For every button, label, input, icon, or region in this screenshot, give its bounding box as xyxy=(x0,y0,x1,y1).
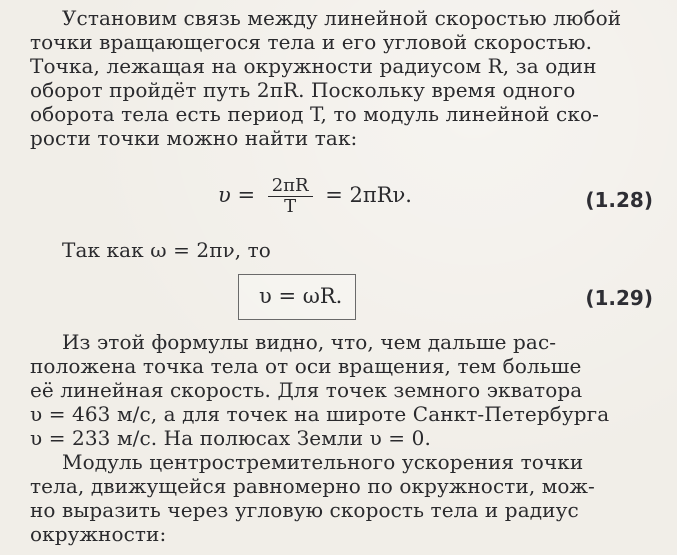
paragraph-line: оборота тела есть период T, то модуль линейной ско- xyxy=(30,102,599,126)
boxed-equation-1-29 xyxy=(238,274,356,320)
paragraph-line: окружности: xyxy=(30,522,167,546)
paragraph-line: точки вращающегося тела и его угловой скоростью. xyxy=(30,30,593,54)
paragraph-line: оборот пройдёт путь 2πR. Поскольку время одного xyxy=(30,78,576,102)
paragraph-line: Установим связь между линейной скоростью любой xyxy=(62,6,622,30)
fraction-denominator: T xyxy=(284,196,297,217)
paragraph-line: положена точка тела от оси вращения, тем больше xyxy=(30,354,582,378)
paragraph-omega-relation xyxy=(30,238,658,262)
equation-left-side: υ = xyxy=(218,183,256,207)
paragraph-line: Модуль центростремительного ускорения точки xyxy=(62,450,584,474)
paragraph-line: Из этой формулы видно, что, чем дальше рас- xyxy=(62,330,557,354)
paragraph-line: её линейная скорость. Для точек земного экватора xyxy=(30,378,583,402)
equation-number-1-28: (1.28) xyxy=(585,188,653,212)
paragraph-line: υ = 233 м/с. На полюсах Земли υ = 0. xyxy=(30,426,431,450)
paragraph-line: но выразить через угловую скорость тела и радиус xyxy=(30,498,579,522)
paragraph-centripetal-acceleration xyxy=(30,450,658,546)
paragraph-earth-speed-example xyxy=(30,330,658,450)
paragraph-line: υ = 463 м/с, а для точек на широте Санкт-Петербурга xyxy=(30,402,610,426)
paragraph-line: Точка, лежащая на окружности радиусом R, за один xyxy=(30,54,597,78)
equation-number-1-29: (1.29) xyxy=(585,286,653,310)
paragraph-line: тела, движущейся равномерно по окружности, мож- xyxy=(30,474,595,498)
paragraph-linear-angular-relation xyxy=(30,6,658,150)
fraction-numerator: 2πR xyxy=(268,176,313,197)
paragraph-line: рости точки можно найти так: xyxy=(30,126,358,150)
equation-1-28 xyxy=(218,176,412,217)
equation-right-side: = 2πRν. xyxy=(325,183,412,207)
fraction xyxy=(268,176,313,217)
paragraph-line: Так как ω = 2πν, то xyxy=(62,238,271,262)
boxed-formula: υ = ωR. xyxy=(259,284,343,308)
